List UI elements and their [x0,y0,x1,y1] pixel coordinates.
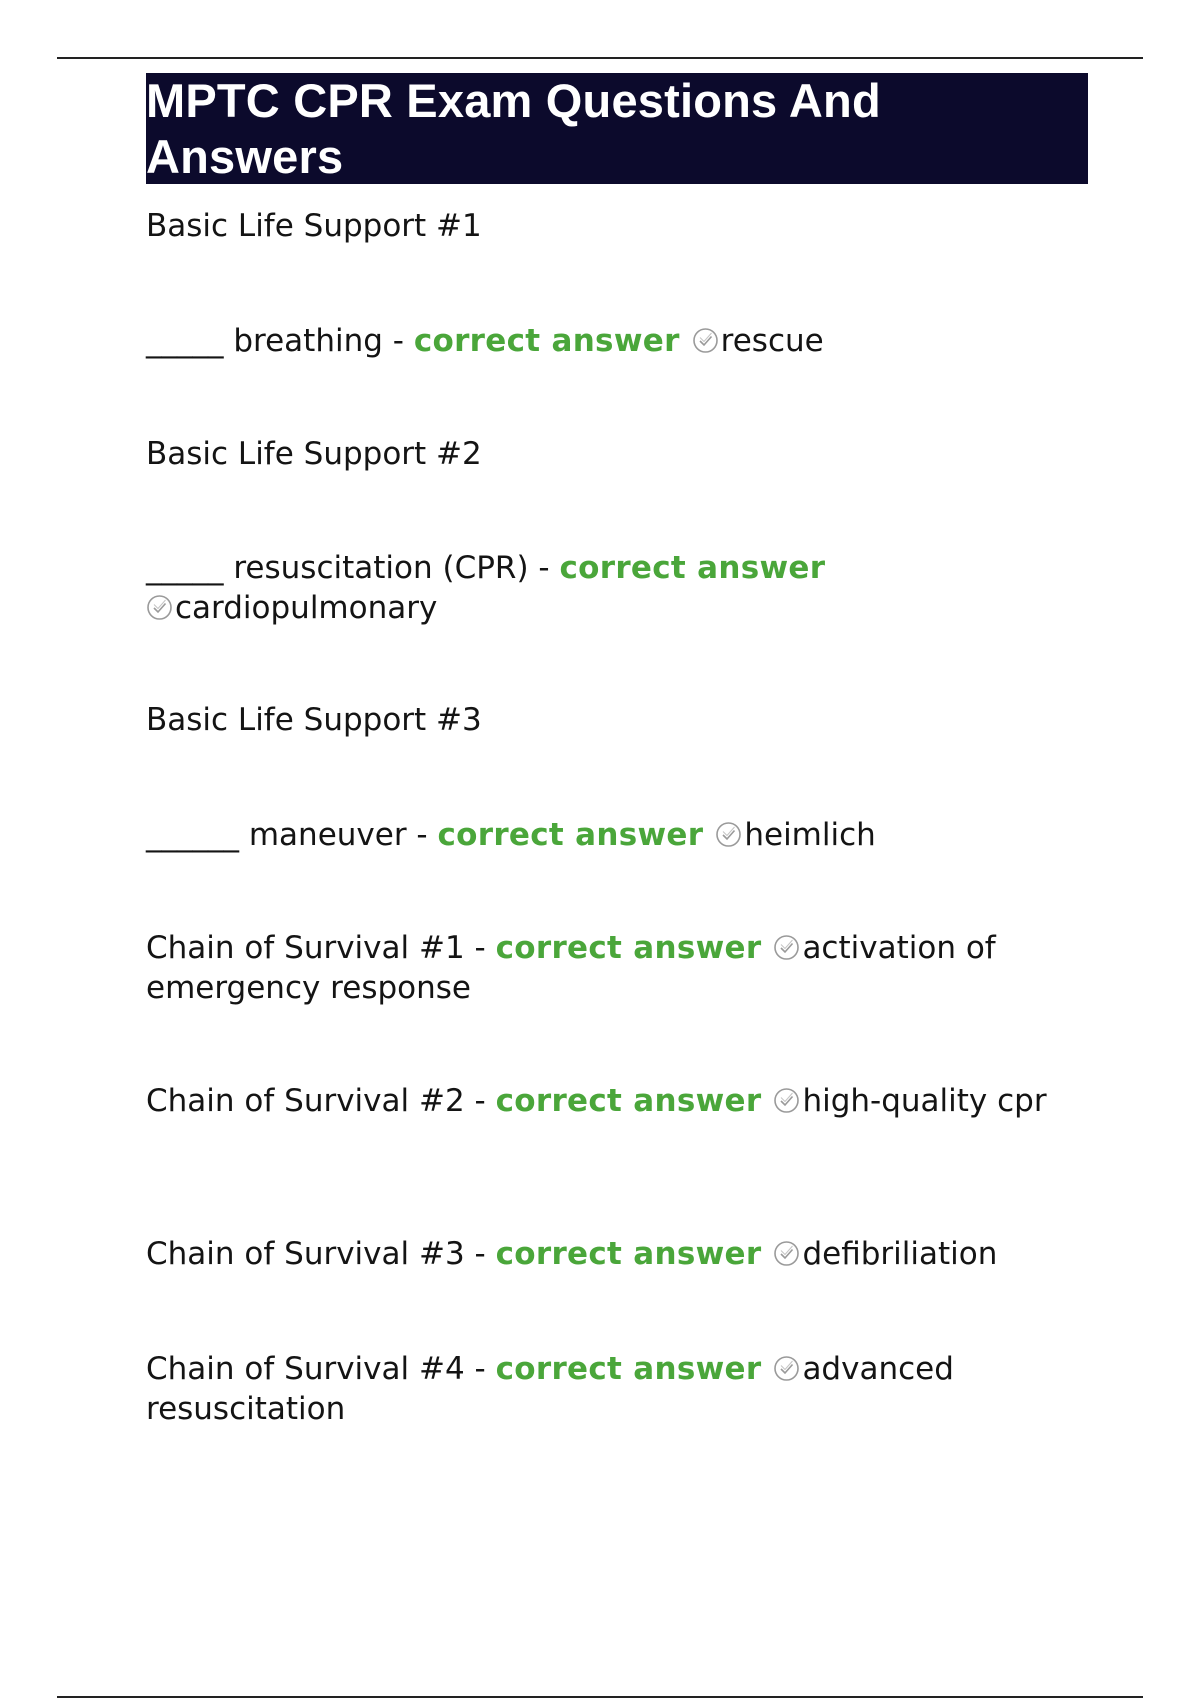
correct-answer-label: correct answer [495,1083,762,1119]
answer-text: defibriliation [802,1236,998,1272]
answer-text: cardiopulmonary [175,590,438,626]
answer-text: rescue [720,323,824,359]
question-text: _____ breathing - [146,323,414,359]
question-text: Chain of Survival #3 - [146,1236,496,1272]
correct-answer-label: correct answer [495,1236,762,1272]
title-banner [146,73,1088,184]
question-text: ______ maneuver - [146,817,438,853]
top-rule [57,57,1143,59]
check-circle-icon [773,1355,800,1382]
answer-text: heimlich [744,817,876,853]
qa-item [146,1349,1066,1429]
answer-text: advanced resuscitation [146,1351,954,1427]
qa-item [146,1234,1066,1274]
qa-item [146,1081,1066,1121]
check-circle-icon [773,1240,800,1267]
check-circle-icon [692,327,719,354]
section-heading [146,700,1066,740]
qa-item [146,548,1066,628]
section-heading-text: Basic Life Support #3 [146,702,482,738]
question-text: Chain of Survival #1 - [146,930,496,966]
correct-answer-label: correct answer [495,930,762,966]
correct-answer-label: correct answer [413,323,680,359]
question-text: _____ resuscitation (CPR) - [146,550,560,586]
section-heading-text: Basic Life Support #2 [146,436,482,472]
correct-answer-label: correct answer [559,550,826,586]
question-text: Chain of Survival #4 - [146,1351,496,1387]
check-circle-icon [146,594,173,621]
check-circle-icon [715,821,742,848]
check-circle-icon [773,1087,800,1114]
check-circle-icon [773,934,800,961]
correct-answer-label: correct answer [495,1351,762,1387]
page-title: MPTC CPR Exam Questions And Answers [146,74,881,183]
question-text: Chain of Survival #2 - [146,1083,496,1119]
qa-item [146,815,1066,855]
correct-answer-label: correct answer [437,817,704,853]
bottom-rule [57,1696,1143,1698]
section-heading [146,434,1066,474]
answer-text: high-quality cpr [802,1083,1047,1119]
section-heading-text: Basic Life Support #1 [146,208,482,244]
qa-item [146,321,1066,361]
section-heading [146,206,1066,246]
qa-item [146,928,1066,1008]
answer-text: activation of emergency response [146,930,996,1006]
